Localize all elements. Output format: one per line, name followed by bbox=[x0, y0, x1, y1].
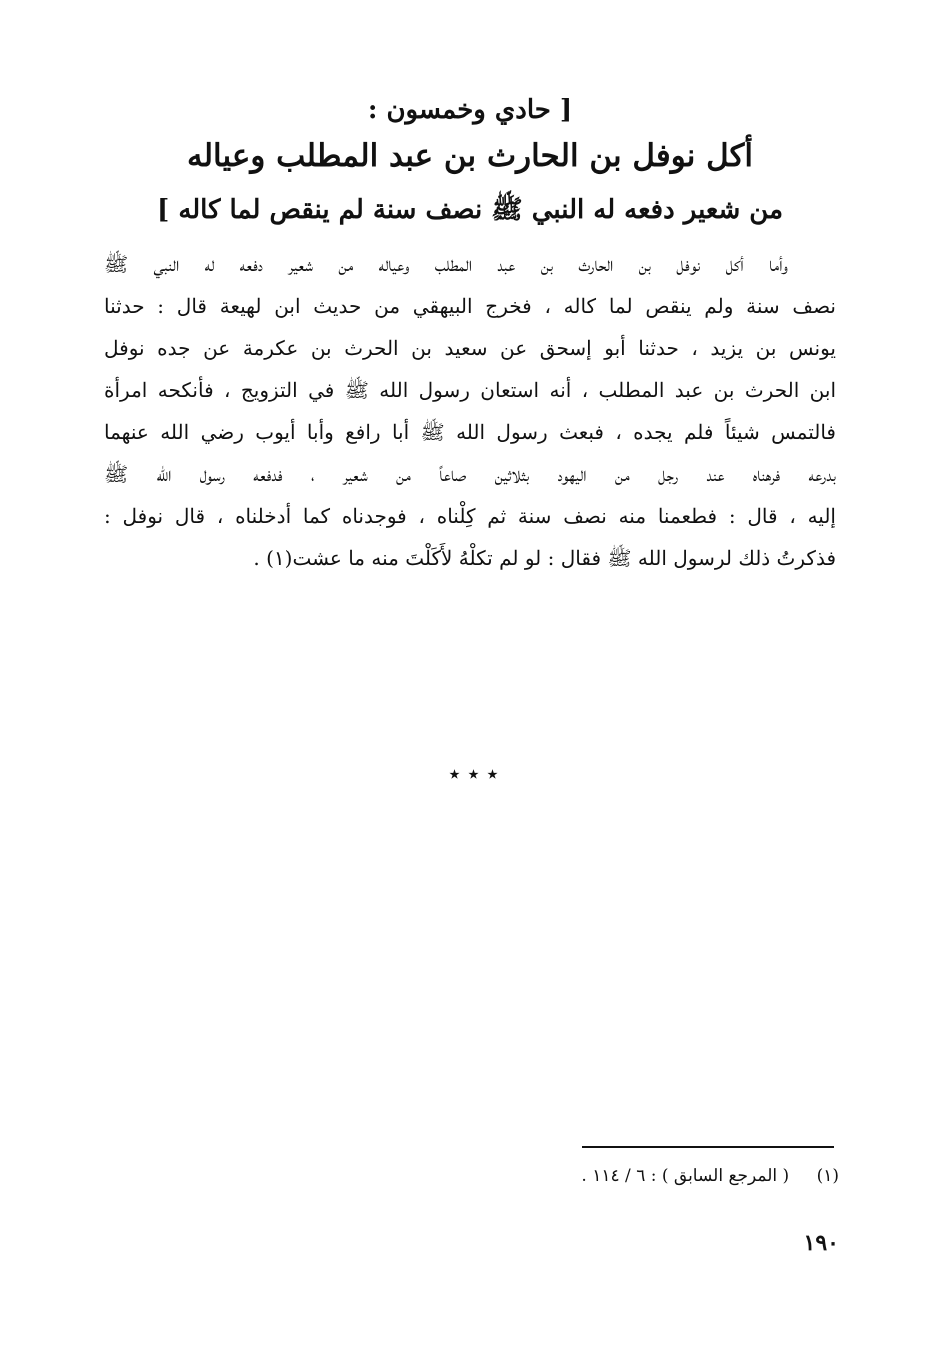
page-number: ١٩٠ bbox=[803, 1230, 839, 1256]
body-line: ابن الحرث بن عبد المطلب ، أنه استعان رسول الله ﷺ في التزويج ، فأنكحه امرأة bbox=[104, 378, 837, 402]
body-line: يونس بن يزيد ، حدثنا أبو إسحق عن سعيد بن الحرث بن عكرمة عن جده نوفل bbox=[104, 336, 836, 360]
body-paragraph bbox=[104, 243, 836, 579]
section-separator: ٭ ٭ ٭ bbox=[448, 762, 499, 787]
body-line: إليه ، قال : فطعمنا منه نصف سنة ثم كِلْناه ، فوجدناه كما أدخلناه ، قال نوفل : bbox=[104, 504, 836, 528]
section-number-heading: [ حادي وخمسون : bbox=[367, 95, 573, 125]
body-line: وأما أكل نوفل بن الحارث بن عبد المطلب وعياله من شعير دفعه له النبي ﷺ bbox=[104, 252, 788, 276]
body-line: فذكرتُ ذلك لرسول الله ﷺ فقال : لو لم تكلْهُ لأَكَلْتَ منه ما عشت(١) . bbox=[253, 546, 836, 570]
body-line: نصف سنة ولم ينقص لما كاله ، فخرج البيهقي من حديث ابن لهيعة قال : حدثنا bbox=[104, 294, 836, 318]
footnote-divider bbox=[582, 1146, 834, 1148]
body-line: بدرعه فرهناه عند رجل من اليهود بثلاثين صاعاً من شعير ، فدفعه رسول الله ﷺ bbox=[104, 462, 836, 486]
section-title-heading: أكل نوفل بن الحارث بن عبد المطلب وعياله bbox=[186, 138, 754, 174]
footnote bbox=[581, 1166, 839, 1186]
footnote-number: (١) bbox=[816, 1166, 839, 1186]
footnote-text: ( المرجع السابق ) : ٦ / ١١٤ . bbox=[581, 1166, 790, 1186]
section-subtitle-heading: من شعير دفعه له النبي ﷺ نصف سنة لم ينقص لما كاله ] bbox=[156, 195, 784, 225]
body-line: فالتمس شيئاً فلم يجده ، فبعث رسول الله ﷺ أبا رافع وأبا أيوب رضي الله عنهما bbox=[104, 420, 836, 444]
